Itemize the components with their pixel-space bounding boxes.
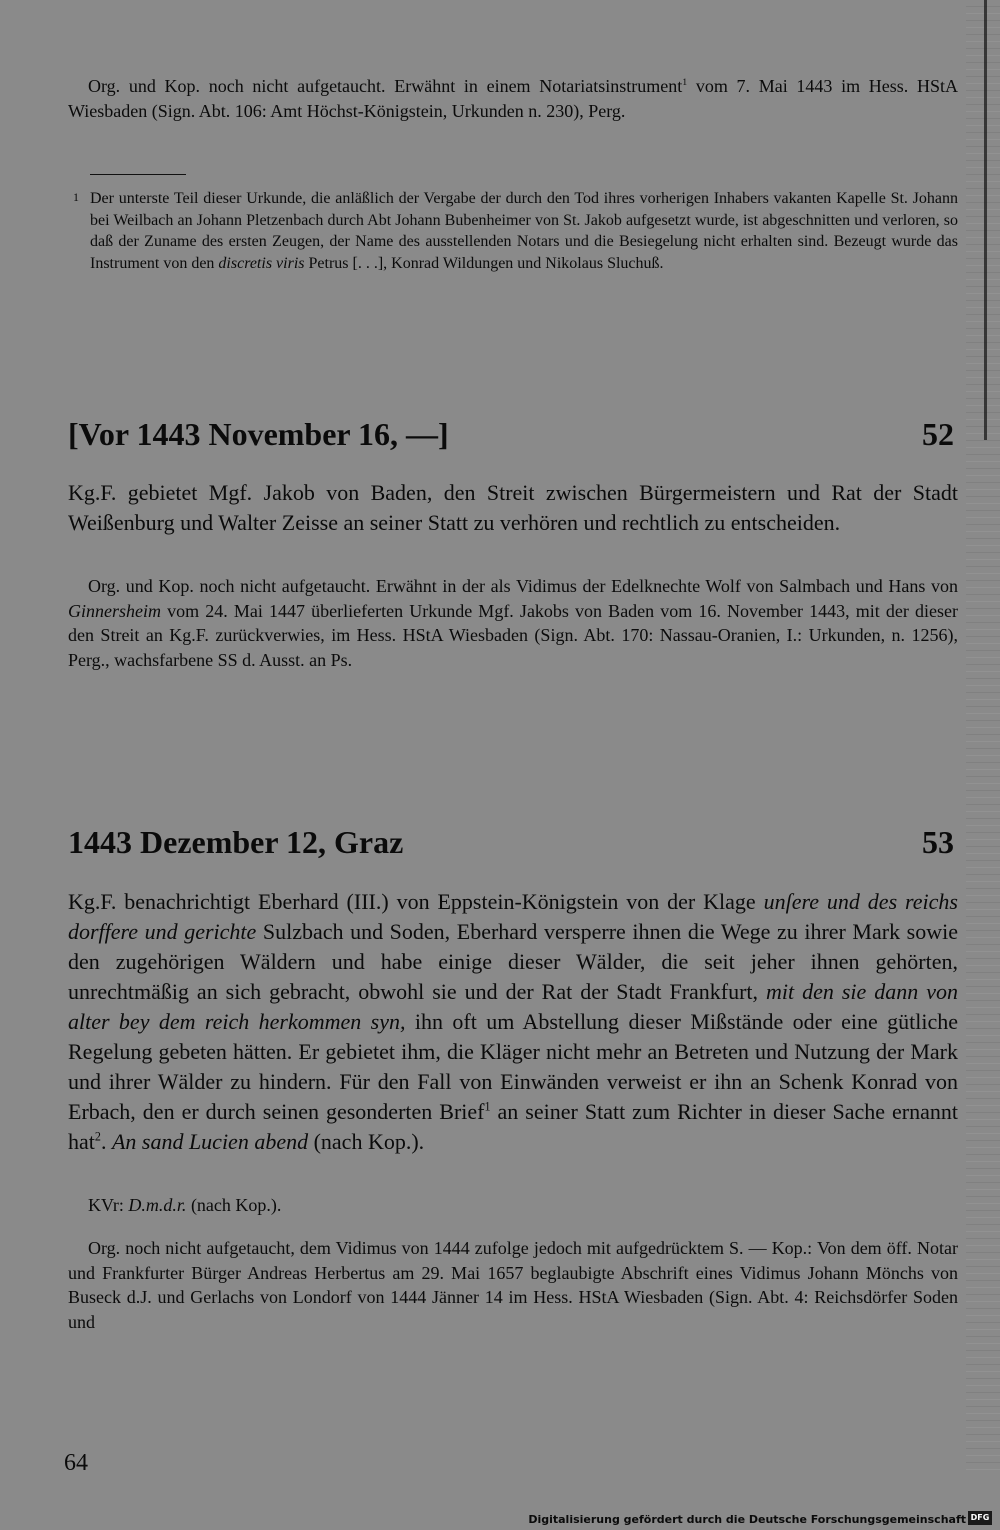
entry-number: 52 xyxy=(922,416,954,452)
entry-summary-52 xyxy=(68,478,958,538)
summary-text: Kg.F. gebietet Mgf. Jakob von Baden, den Streit zwischen Bürgermeistern und Rat der Stadt Weißenburg und Walter Zeisse an seiner Statt zu verhören und rechtlich zu entscheiden. xyxy=(68,480,958,535)
entry-number: 53 xyxy=(922,824,954,860)
funding-credit: Digitalisierung gefördert durch die Deutsche Forschungsgemeinschaft xyxy=(528,1513,966,1526)
entry-date-heading: [Vor 1443 November 16, —] xyxy=(68,416,449,452)
page-number: 64 xyxy=(64,1450,88,1476)
footnote-ref[interactable]: 1 xyxy=(682,77,688,88)
footnote-mark: 1 xyxy=(73,190,79,204)
summary-quote: unſere und des reichs dorffere und gerichte xyxy=(68,889,958,944)
footnote-ref[interactable]: 2 xyxy=(94,1129,101,1144)
entry-summary-53 xyxy=(68,887,958,1157)
intro-paragraph xyxy=(68,74,958,123)
kvr-italic: D.m.d.r. xyxy=(128,1195,187,1215)
summary-text-end: (nach Kop.). xyxy=(308,1129,425,1154)
note-italic: Ginnersheim xyxy=(68,600,161,621)
scan-edge-line xyxy=(984,0,987,440)
scan-edge-artifact xyxy=(966,0,1000,1470)
summary-text-3: ihn oft um Abstellung dieser Mißstände oder eine gütliche Regelung gebeten hätten. Er gebietet ihm, die Kläger nicht mehr an Betreten und Nutzung der Mark und ihrer Wälder zu hindern. Für den Fall von Einwänden verweist er ihn an Schenk Konrad von Erbach, den er durch seinen gesonderten Brief xyxy=(68,1009,958,1124)
intro-text: Org. und Kop. noch nicht aufgetaucht. Erwähnt in einem Notariatsinstrument xyxy=(88,76,683,96)
kvr-text: (nach Kop.). xyxy=(186,1195,282,1215)
summary-text-2: Sulzbach und Soden, Eberhard versperre ihnen die Wege zu ihrer Mark sowie den zugehörigen Wäldern und habe einige dieser Wälder, die seit jeher ihnen gehörten, unrechtmäßig an sich gebracht, obwohl sie und der Rat der Stadt Frankfurt, xyxy=(68,919,958,1004)
note-text: Org. und Kop. noch nicht aufgetaucht. Erwähnt in der als Vidimus der Edelknechte Wolf von Salmbach und Hans von xyxy=(88,576,958,596)
summary-text-4: an seiner Statt zum Richter in dieser Sache ernannt hat xyxy=(68,1099,958,1154)
footnote xyxy=(90,188,958,274)
summary-quote-2: mit den sie dann von alter bey dem reich herkommen syn, xyxy=(68,979,958,1034)
footnote-rule xyxy=(90,174,186,175)
entry-note-52 xyxy=(68,574,958,672)
entry-heading-53 xyxy=(68,822,958,862)
summary-text: Kg.F. benachrichtigt Eberhard (III.) von Eppstein-Königstein von der Klage xyxy=(68,889,764,914)
dating-clause: An sand Lucien abend xyxy=(111,1129,309,1154)
footnote-italic: discretis viris xyxy=(218,254,305,272)
intro-text-continued: vom 7. Mai 1443 im Hess. HStA Wiesbaden (Sign. Abt. 106: Amt Höchst-Königstein, Urkunden n. 230), Perg. xyxy=(68,76,958,121)
footnote-ref[interactable]: 1 xyxy=(484,1099,491,1114)
dfg-logo: DFG xyxy=(968,1511,992,1525)
note-text: Org. noch nicht aufgetaucht, dem Vidimus von 1444 zufolge jedoch mit aufgedrücktem S. — Kop.: Von dem öff. Notar und Frankfurter Bürger Andreas Herbertus am 29. Mai 1657 beglaubigte Abschrift eines Vidimus Johann Mönchs von Buseck d.J. und Gerlachs von Londorf von 1444 Jänner 14 im Hess. HStA Wiesbaden (Sign. Abt. 4: Reichsdörfer Soden und xyxy=(68,1238,958,1332)
note-text-end: vom 24. Mai 1447 überlieferten Urkunde Mgf. Jakobs von Baden vom 16. November 1443, mit der dieser den Streit an Kg.F. zurückverwies, im Hess. HStA Wiesbaden (Sign. Abt. 170: Nassau-Oranien, I.: Urkunden, n. 1256), Perg., wachsfarbene SS d. Ausst. an Ps. xyxy=(68,600,958,670)
footnote-text-end: Petrus [. . .], Konrad Wildungen und Nikolaus Sluchuß. xyxy=(304,254,664,272)
entry-note-53 xyxy=(68,1236,958,1334)
kanzleivermerk xyxy=(68,1193,958,1218)
footnote-text: Der unterste Teil dieser Urkunde, die anläßlich der Vergabe der durch den Tod ihres vorherigen Inhabers vakanten Kapelle St. Johann bei Weilbach an Johann Pletzenbach durch Abt Johann Bubenheimer von St. Jakob aufgesetzt wurde, ist abgeschnitten und verloren, so daß der Zuname des ersten Zeugen, der Name des ausstellenden Notars und die Besiegelung nicht erhalten sind. Bezeugt wurde das Instrument von den xyxy=(90,190,958,272)
entry-heading-52 xyxy=(68,414,958,454)
summary-punct: . xyxy=(100,1129,112,1154)
kvr-label: KVr: xyxy=(88,1195,129,1215)
entry-date-heading: 1443 Dezember 12, Graz xyxy=(68,824,404,860)
